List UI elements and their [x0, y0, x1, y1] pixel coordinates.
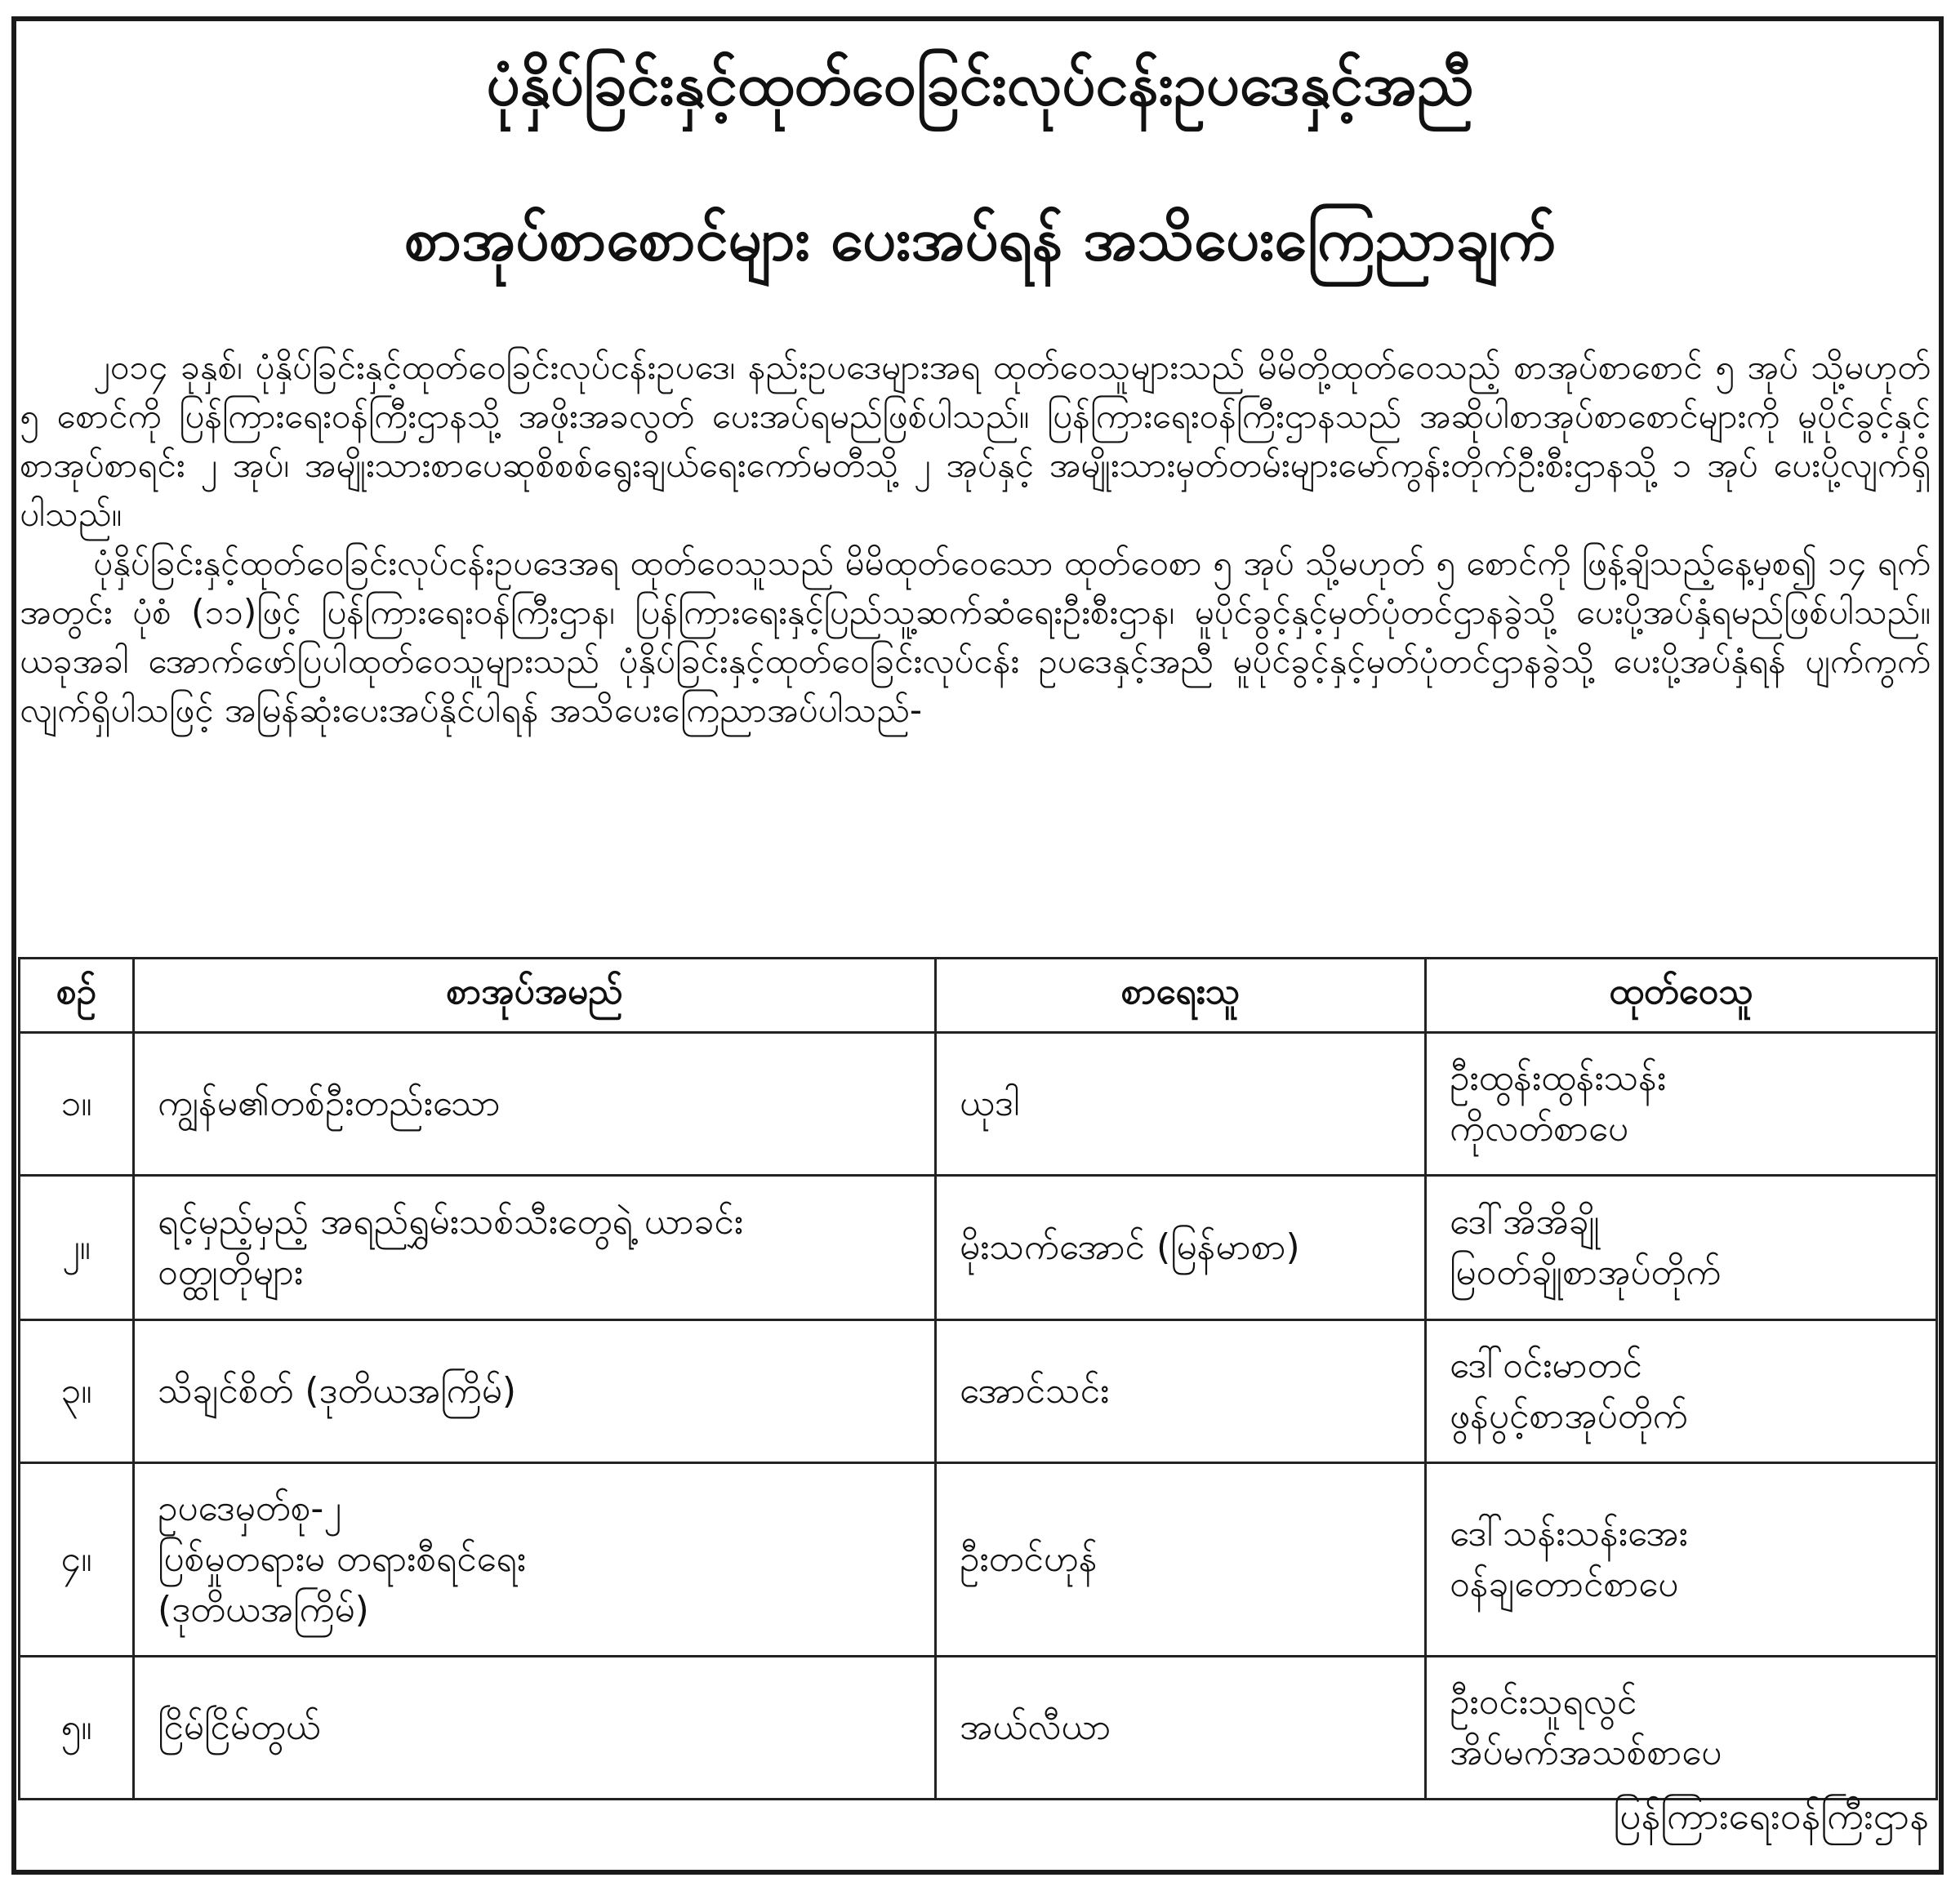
publisher — [1426, 1657, 1937, 1800]
author-name: အောင်သင်း — [936, 1320, 1426, 1463]
book-title — [134, 1657, 936, 1800]
header-no: စဉ် — [20, 959, 134, 1033]
book-title-line: ဥပဒေမှတ်စု-၂ — [158, 1488, 341, 1529]
table-row — [20, 1320, 1937, 1463]
issuing-ministry: ပြန်ကြားရေးဝန်ကြီးဌာန — [1613, 1794, 1929, 1838]
publisher-name: ဦးဝင်းသူရလွင် — [1450, 1681, 1637, 1723]
book-title-line: ကျွန်မ၏တစ်ဦးတည်းသော — [158, 1083, 501, 1124]
author-name: ဦးတင်ဟုန် — [936, 1463, 1426, 1657]
body-paragraph-2: ပုံနှိပ်ခြင်းနှင့်ထုတ်ဝေခြင်းလုပ်ငန်းဥပဒေအရ ထုတ်ဝေသူသည် မိမိထုတ်ဝေသော ထုတ်ဝေစာ ၅ အုပ် သို့မဟုတ် ၅ စောင်ကို ဖြန့်ချိသည့်နေ့မှစ၍ ၁၄ ရက်အတွင်း ပုံစံ (၁၁)ဖြင့် ပြန်ကြားရေးဝန်ကြီးဌာန၊ ပြန်ကြားရေးနှင့်ပြည်သူ့ဆက်ဆံရေးဦးစီးဌာန၊ မူပိုင်ခွင့်နှင့်မှတ်ပုံတင်ဌာနခွဲသို့ ပေးပို့အပ်နှံရမည်ဖြစ်ပါသည်။ ယခုအခါ အောက်ဖော်ပြပါထုတ်ဝေသူများသည် ပုံနှိပ်ခြင်းနှင့်ထုတ်ဝေခြင်းလုပ်ငန်း ဥပဒေနှင့်အညီ မူပိုင်ခွင့်နှင့်မှတ်ပုံတင်ဌာနခွဲသို့ ပေးပို့အပ်နှံရန် ပျက်ကွက်လျက်ရှိပါသဖြင့် အမြန်ဆုံးပေးအပ်နိုင်ပါရန် အသိပေးကြေညာအပ်ပါသည်- — [20, 543, 1931, 730]
row-number: ၂။ — [20, 1176, 134, 1320]
book-title-line: ပြစ်မှုတရားမ တရားစီရင်ရေး — [158, 1538, 526, 1580]
notice-title-line1: ပုံနှိပ်ခြင်းနှင့်ထုတ်ဝေခြင်းလုပ်ငန်းဥပဒေနှင့်အညီ — [486, 50, 1474, 118]
author-name: အယ်လီယာ — [936, 1657, 1426, 1800]
publisher — [1426, 1463, 1937, 1657]
table-row — [20, 1176, 1937, 1320]
publisher — [1426, 1033, 1937, 1176]
publisher-name: ဒေါ်သန်းသန်းအေး — [1450, 1513, 1688, 1555]
publisher-name: ဦးထွန်းထွန်းသန်း — [1450, 1057, 1667, 1099]
publisher-name: ဒေါ်အိအိချို — [1450, 1201, 1600, 1243]
publisher — [1426, 1176, 1937, 1320]
table-row — [20, 1033, 1937, 1176]
table-row — [20, 1463, 1937, 1657]
author-name: ယုဒါ — [936, 1033, 1426, 1176]
table-header-row — [20, 959, 1937, 1033]
publishing-house: ဖွန်ပွင့်စာအုပ်တိုက် — [1450, 1395, 1688, 1437]
book-title — [134, 1033, 936, 1176]
book-title-line: သိချင်စိတ် (ဒုတိယအကြိမ်) — [158, 1370, 517, 1412]
publishing-house: ကိုလတ်စာပေ — [1450, 1108, 1628, 1150]
book-title — [134, 1176, 936, 1320]
book-title — [134, 1320, 936, 1463]
publisher — [1426, 1320, 1937, 1463]
book-title-line: (ဒုတိယအကြိမ်) — [158, 1589, 369, 1631]
header-publisher: ထုတ်ဝေသူ — [1426, 959, 1937, 1033]
body-paragraph-1: ၂၀၁၄ ခုနှစ်၊ ပုံနှိပ်ခြင်းနှင့်ထုတ်ဝေခြင်းလုပ်ငန်းဥပဒေ၊ နည်းဥပဒေများအရ ထုတ်ဝေသူများသည် မိမိတို့ထုတ်ဝေသည့် စာအုပ်စာစောင် ၅ အုပ် သို့မဟုတ် ၅ စောင်ကို ပြန်ကြားရေးဝန်ကြီးဌာနသို့ အဖိုးအခလွတ် ပေးအပ်ရမည်ဖြစ်ပါသည်။ ပြန်ကြားရေးဝန်ကြီးဌာနသည် အဆိုပါစာအုပ်စာစောင်များကို မူပိုင်ခွင့်နှင့်စာအုပ်စာရင်း ၂ အုပ်၊ အမျိုးသားစာပေဆုစိစစ်ရွေးချယ်ရေးကော်မတီသို့ ၂ အုပ်နှင့် အမျိုးသားမှတ်တမ်းများမော်ကွန်းတိုက်ဦးစီးဌာနသို့ ၁ အုပ် ပေးပို့လျက်ရှိပါသည်။ — [20, 347, 1931, 534]
publishing-house: ဝန်ချတောင်စာပေ — [1450, 1564, 1679, 1605]
publications-table — [18, 957, 1938, 1800]
book-title — [134, 1463, 936, 1657]
row-number: ၄။ — [20, 1463, 134, 1657]
notice-body — [20, 343, 1931, 735]
publishing-house: အိပ်မက်အသစ်စာပေ — [1450, 1732, 1722, 1773]
publishing-house: မြဝတ်ချိုစာအုပ်တိုက် — [1450, 1252, 1722, 1293]
book-title-line: ရင့်မှည့်မှည့် အရည်ရွှမ်းသစ်သီးတွေရဲ့ ယာခင်း — [158, 1201, 743, 1243]
row-number: ၁။ — [20, 1033, 134, 1176]
author-name: မိုးသက်အောင် (မြန်မာစာ) — [936, 1176, 1426, 1320]
table-row — [20, 1657, 1937, 1800]
publisher-name: ဒေါ်ဝင်းမာတင် — [1450, 1345, 1642, 1386]
header-author: စာရေးသူ — [936, 959, 1426, 1033]
row-number: ၅။ — [20, 1657, 134, 1800]
notice-title-line2: စာအုပ်စာစောင်များ ပေးအပ်ရန် အသိပေးကြေညာချက် — [404, 205, 1556, 274]
book-title-line: ဝတ္ထုတိုများ — [158, 1252, 304, 1293]
row-number: ၃။ — [20, 1320, 134, 1463]
book-title-line: ငြိမ်ငြိမ်တွယ် — [158, 1706, 321, 1748]
header-title: စာအုပ်အမည် — [134, 959, 936, 1033]
